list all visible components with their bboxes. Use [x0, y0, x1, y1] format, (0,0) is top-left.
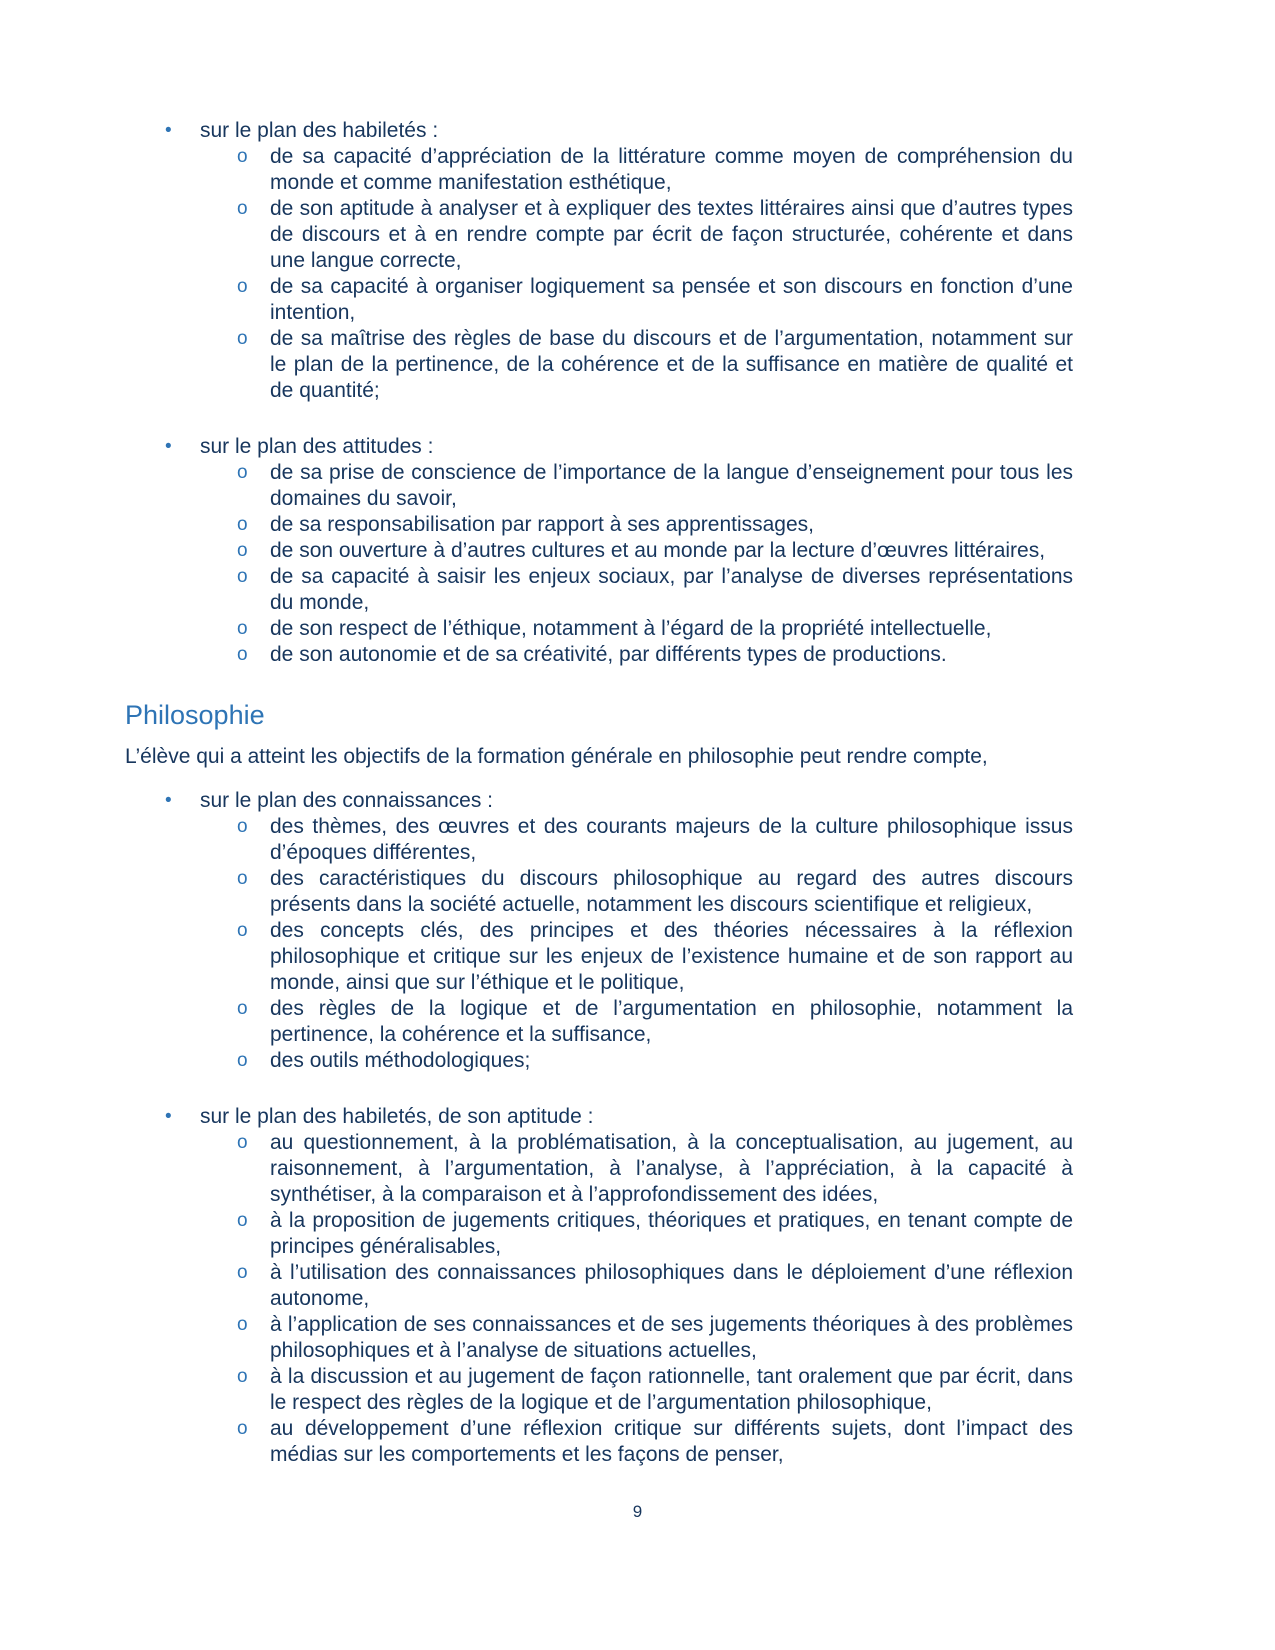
list-item: [125, 460, 1150, 512]
circle-bullet-icon: o: [237, 1314, 248, 1335]
page-number: 9: [632, 1502, 643, 1521]
list-item: [125, 1416, 1150, 1468]
list-item-text: à la proposition de jugements critiques, théoriques et pratiques, en tenant compte de principes généralisables,: [270, 1209, 1073, 1258]
list-item-text: de son respect de l’éthique, notamment à l’égard de la propriété intellectuelle,: [270, 617, 992, 640]
list-item: [125, 1260, 1150, 1312]
list-item: [125, 1048, 1150, 1074]
list-label: sur le plan des connaissances :: [200, 789, 494, 812]
list-item-text: de sa maîtrise des règles de base du discours et de l’argumentation, notamment sur le plan de la pertinence, de la cohérence et de la suffisance en matière de qualité et de quantité;: [270, 327, 1073, 402]
bullet-block-connaissances: [125, 788, 1150, 1074]
bullet-icon: •: [165, 790, 172, 811]
list-item-text: de sa prise de conscience de l’importance de la langue d’enseignement pour tous les domaines du savoir,: [270, 461, 1073, 510]
list-label: sur le plan des habiletés, de son aptitude :: [200, 1105, 594, 1128]
circle-bullet-icon: o: [237, 198, 248, 219]
list-item: [125, 512, 1150, 538]
circle-bullet-icon: o: [237, 514, 248, 535]
list-item: [125, 814, 1150, 866]
list-item: [125, 996, 1150, 1048]
list-item: [125, 144, 1150, 196]
list-item: [125, 918, 1150, 996]
list-item-text: au questionnement, à la problématisation, à la conceptualisation, au jugement, au raisonnement, à l’argumentation, à l’analyse, à l’appréciation, à la capacité à synthétiser, à la comparaison et à l’approfondissement des idées,: [270, 1131, 1073, 1206]
list-item-text: de sa responsabilisation par rapport à ses apprentissages,: [270, 513, 814, 536]
list-label: sur le plan des attitudes :: [200, 435, 434, 458]
list-item-text: au développement d’une réflexion critique sur différents sujets, dont l’impact des médias sur les comportements et les façons de penser,: [270, 1417, 1073, 1466]
list-item: [125, 866, 1150, 918]
circle-bullet-icon: o: [237, 998, 248, 1019]
list-item-text: de son autonomie et de sa créativité, par différents types de productions.: [270, 643, 947, 666]
list-item-text: des outils méthodologiques;: [270, 1049, 531, 1072]
circle-bullet-icon: o: [237, 146, 248, 167]
section-heading: Philosophie: [125, 700, 265, 730]
list-item: [125, 642, 1150, 668]
list-item: [125, 326, 1150, 404]
list-item: [125, 274, 1150, 326]
list-item-text: des caractéristiques du discours philosophique au regard des autres discours présents dans la société actuelle, notamment les discours scientifique et religieux,: [270, 867, 1073, 916]
bullet-block-attitudes: [125, 434, 1150, 668]
circle-bullet-icon: o: [237, 1366, 248, 1387]
list-item-text: à l’utilisation des connaissances philosophiques dans le déploiement d’une réflexion autonome,: [270, 1261, 1073, 1310]
circle-bullet-icon: o: [237, 1050, 248, 1071]
list-item: [125, 1312, 1150, 1364]
circle-bullet-icon: o: [237, 920, 248, 941]
list-label: sur le plan des habiletés :: [200, 119, 439, 142]
circle-bullet-icon: o: [237, 1132, 248, 1153]
bullet-icon: •: [165, 120, 172, 141]
bullet-block-aptitude: [125, 1104, 1150, 1468]
circle-bullet-icon: o: [237, 1262, 248, 1283]
list-item-text: de sa capacité à saisir les enjeux sociaux, par l’analyse de diverses représentations du monde,: [270, 565, 1073, 614]
list-item-text: de sa capacité d’appréciation de la littérature comme moyen de compréhension du monde et comme manifestation esthétique,: [270, 145, 1073, 194]
page-footer: [0, 1502, 1275, 1522]
list-item: [125, 1208, 1150, 1260]
list-item: [125, 538, 1150, 564]
list-item-text: à l’application de ses connaissances et de ses jugements théoriques à des problèmes philosophiques et à l’analyse de situations actuelles,: [270, 1313, 1073, 1362]
circle-bullet-icon: o: [237, 328, 248, 349]
list-item: [125, 616, 1150, 642]
bullet-icon: •: [165, 1106, 172, 1127]
list-item-level1: [125, 434, 1150, 460]
circle-bullet-icon: o: [237, 566, 248, 587]
circle-bullet-icon: o: [237, 644, 248, 665]
list-item-text: des règles de la logique et de l’argumentation en philosophie, notamment la pertinence, la cohérence et la suffisance,: [270, 997, 1073, 1046]
list-item-text: des concepts clés, des principes et des théories nécessaires à la réflexion philosophique et critique sur les enjeux de l’existence humaine et de son rapport au monde, ainsi que sur l’éthique et le politique,: [270, 919, 1073, 994]
list-item: [125, 564, 1150, 616]
circle-bullet-icon: o: [237, 868, 248, 889]
circle-bullet-icon: o: [237, 618, 248, 639]
list-item-text: de son aptitude à analyser et à expliquer des textes littéraires ainsi que d’autres types de discours et à en rendre compte par écrit de façon structurée, cohérente et dans une langue correcte,: [270, 197, 1073, 272]
bullet-block-habiletes: [125, 118, 1150, 404]
list-item: [125, 196, 1150, 274]
circle-bullet-icon: o: [237, 816, 248, 837]
circle-bullet-icon: o: [237, 540, 248, 561]
list-item-level1: [125, 1104, 1150, 1130]
list-item-text: à la discussion et au jugement de façon rationnelle, tant oralement que par écrit, dans le respect des règles de la logique et de l’argumentation philosophique,: [270, 1365, 1073, 1414]
circle-bullet-icon: o: [237, 1210, 248, 1231]
list-item: [125, 1130, 1150, 1208]
list-item-level1: [125, 118, 1150, 144]
circle-bullet-icon: o: [237, 462, 248, 483]
list-item: [125, 1364, 1150, 1416]
bullet-icon: •: [165, 436, 172, 457]
list-item-text: de son ouverture à d’autres cultures et au monde par la lecture d’œuvres littéraires,: [270, 539, 1046, 562]
circle-bullet-icon: o: [237, 276, 248, 297]
list-item-level1: [125, 788, 1150, 814]
list-item-text: des thèmes, des œuvres et des courants majeurs de la culture philosophique issus d’époques différentes,: [270, 815, 1073, 864]
intro-paragraph: L’élève qui a atteint les objectifs de la formation générale en philosophie peut rendre compte,: [125, 745, 988, 768]
list-item-text: de sa capacité à organiser logiquement sa pensée et son discours en fonction d’une intention,: [270, 275, 1073, 324]
circle-bullet-icon: o: [237, 1418, 248, 1439]
